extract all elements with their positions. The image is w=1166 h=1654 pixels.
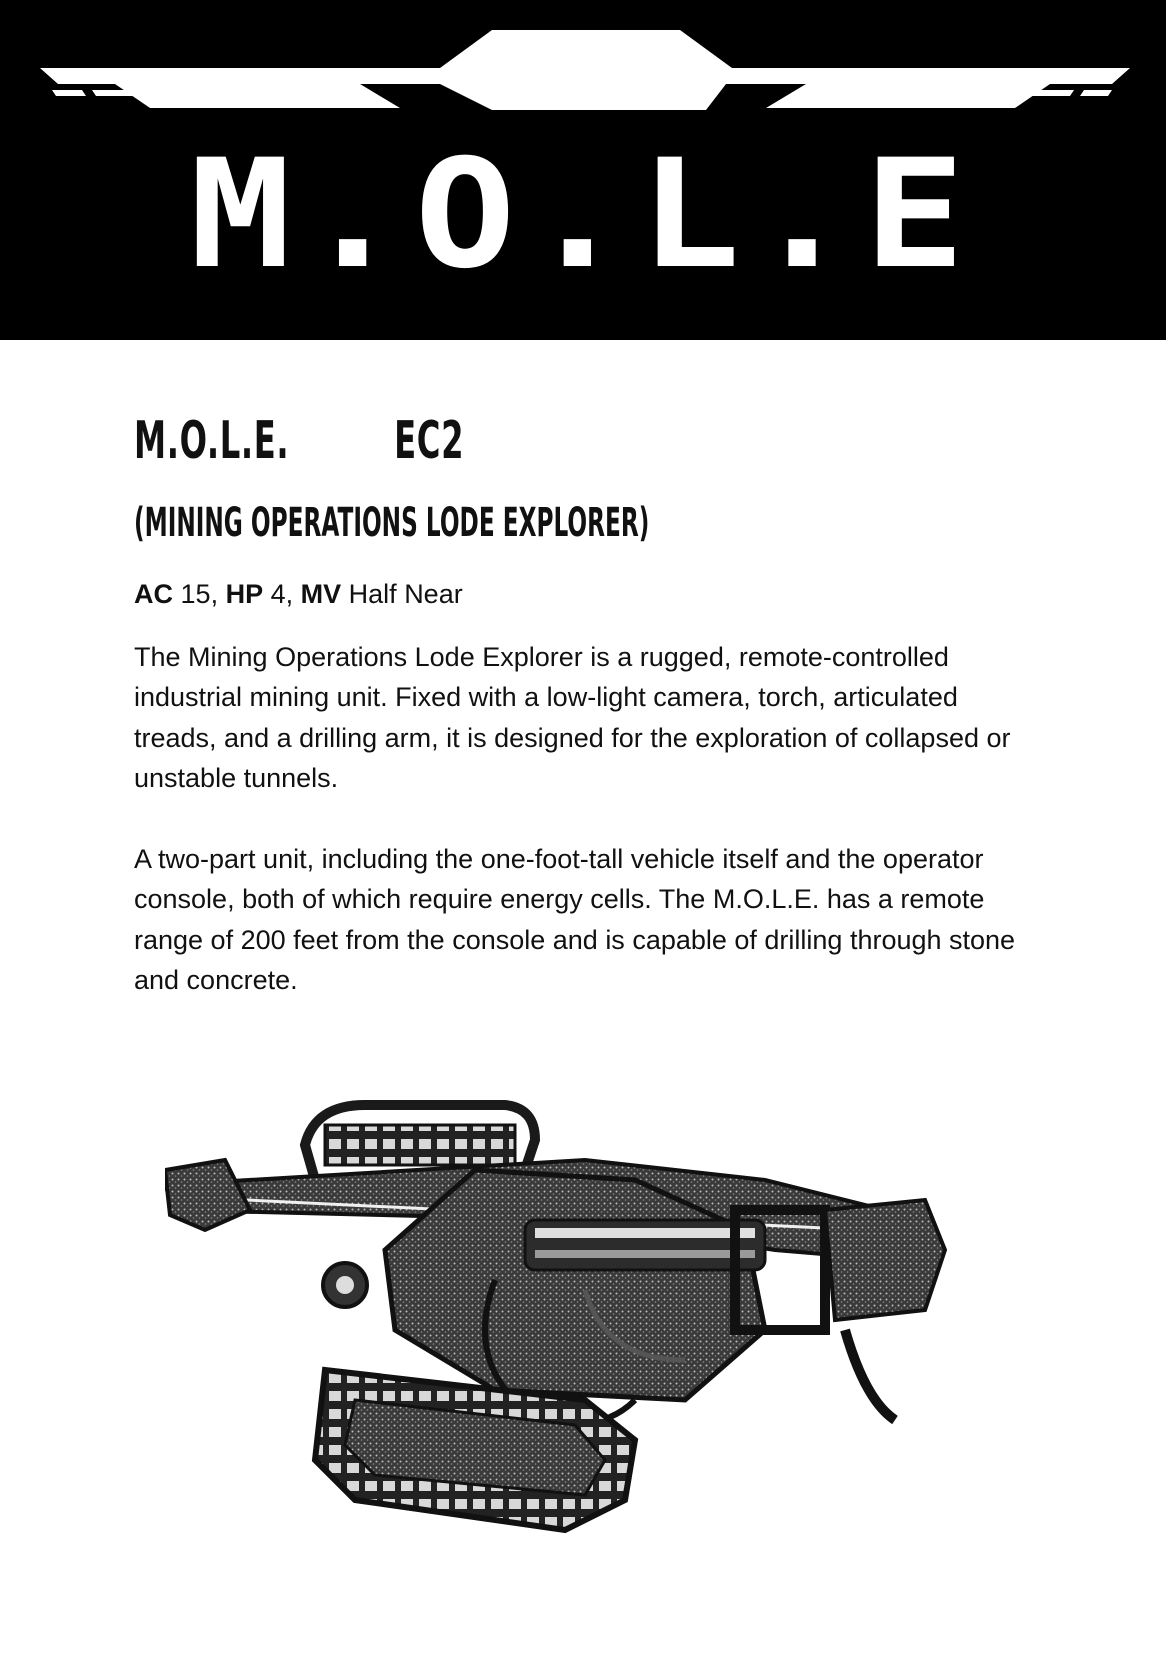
- stat-ac-label: AC: [134, 579, 173, 609]
- title-code: EC2: [394, 411, 465, 471]
- stat-ac-value: 15: [180, 579, 211, 609]
- stat-mv-value: Half Near: [348, 579, 463, 609]
- logo-wordmark: M.O.L.E: [189, 128, 977, 302]
- stat-hp-label: HP: [225, 579, 264, 609]
- page-subtitle: (MINING OPERATIONS LODE EXPLORER): [134, 500, 650, 546]
- stat-line: AC 15, HP 4, MV Half Near: [134, 579, 463, 609]
- mining-robot-illustration-icon: [165, 1100, 995, 1540]
- stat-mv-label: MV: [300, 579, 342, 609]
- description-paragraph: The Mining Operations Lode Explorer is a rugged, remote-controlled industrial mining unit. Fixed with a low-light camera, torch, articulated treads, and a drilling arm, it is designed for the exploration of collapsed or unstable tunnels.: [134, 641, 1011, 793]
- page-title: [134, 410, 692, 472]
- title-name: M.O.L.E.: [134, 411, 290, 471]
- stat-hp-value: 4: [270, 579, 286, 609]
- banner-ornament-icon: [0, 0, 1166, 130]
- header-banner: [0, 0, 1166, 340]
- description-paragraph: A two-part unit, including the one-foot-tall vehicle itself and the operator console, both of which require energy cells. The M.O.L.E. has a remote range of 200 feet from the console and is capable of drilling through stone and concrete.: [134, 843, 1016, 995]
- main-content: [134, 410, 1034, 1001]
